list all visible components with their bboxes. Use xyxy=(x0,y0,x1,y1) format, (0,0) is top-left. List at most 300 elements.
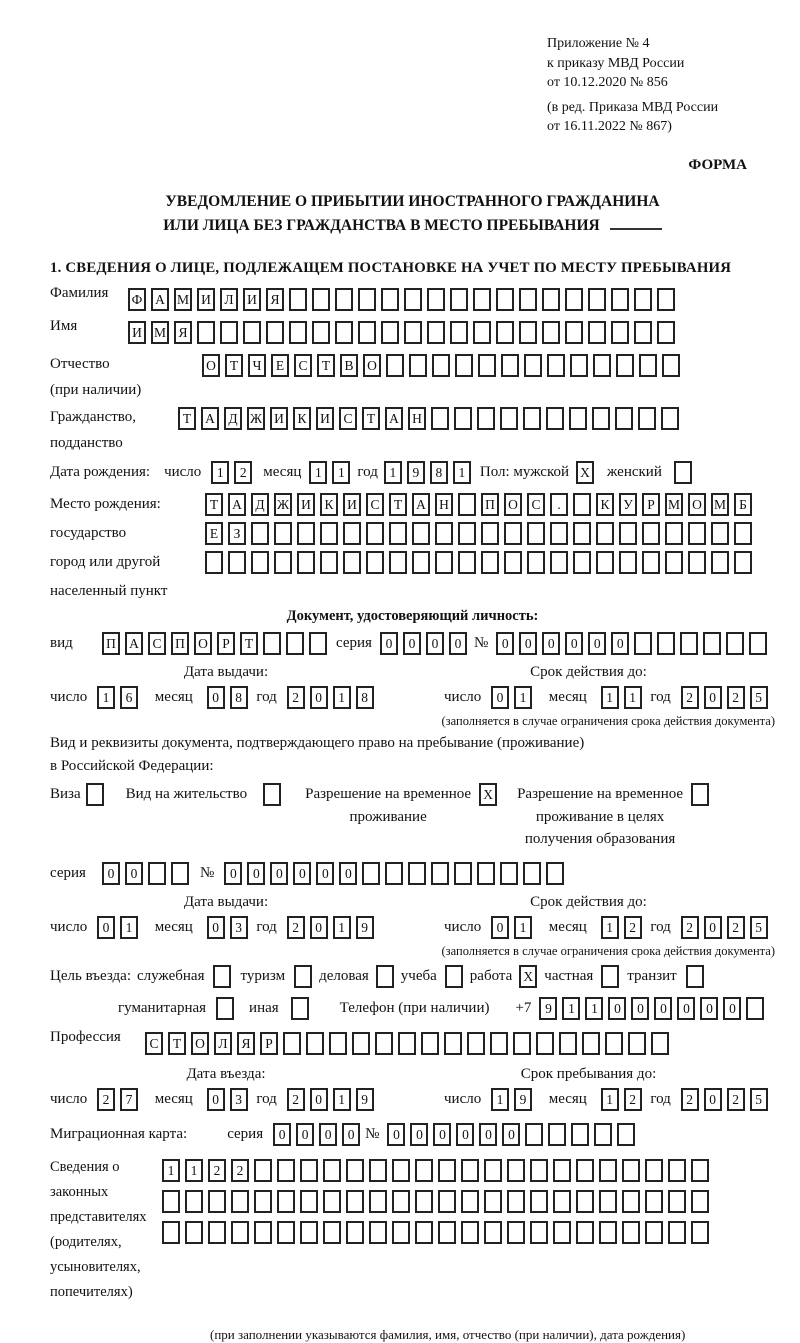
char-box[interactable]: И xyxy=(316,407,334,430)
char-box[interactable] xyxy=(228,551,246,574)
char-box[interactable]: Я xyxy=(266,288,284,311)
char-box[interactable] xyxy=(657,321,675,344)
char-box[interactable]: 8 xyxy=(430,461,448,484)
char-box[interactable] xyxy=(615,407,633,430)
char-box[interactable] xyxy=(657,632,675,655)
char-box[interactable] xyxy=(185,1221,203,1244)
char-box[interactable]: К xyxy=(293,407,311,430)
purpose-humanitarian-checkbox[interactable] xyxy=(216,997,234,1020)
char-box[interactable]: А xyxy=(151,288,169,311)
char-box[interactable] xyxy=(343,551,361,574)
char-box[interactable] xyxy=(266,321,284,344)
char-box[interactable]: С xyxy=(148,632,166,655)
char-box[interactable] xyxy=(263,632,281,655)
char-box[interactable] xyxy=(519,288,537,311)
char-box[interactable] xyxy=(594,1123,612,1146)
char-box[interactable]: 1 xyxy=(333,1088,351,1111)
char-box[interactable]: 7 xyxy=(120,1088,138,1111)
char-box[interactable]: П xyxy=(481,493,499,516)
char-box[interactable] xyxy=(409,354,427,377)
char-box[interactable]: Т xyxy=(389,493,407,516)
char-box[interactable]: 8 xyxy=(356,686,374,709)
char-box[interactable] xyxy=(496,321,514,344)
char-box[interactable] xyxy=(628,1032,646,1055)
char-box[interactable] xyxy=(547,354,565,377)
char-box[interactable] xyxy=(386,354,404,377)
char-box[interactable] xyxy=(369,1159,387,1182)
char-box[interactable]: О xyxy=(202,354,220,377)
char-box[interactable]: 0 xyxy=(296,1123,314,1146)
char-box[interactable] xyxy=(461,1221,479,1244)
char-box[interactable]: И xyxy=(243,288,261,311)
char-box[interactable] xyxy=(481,551,499,574)
char-box[interactable] xyxy=(421,1032,439,1055)
char-box[interactable]: 0 xyxy=(273,1123,291,1146)
char-box[interactable] xyxy=(657,288,675,311)
char-box[interactable]: С xyxy=(294,354,312,377)
char-box[interactable]: К xyxy=(320,493,338,516)
char-box[interactable] xyxy=(573,551,591,574)
char-box[interactable] xyxy=(592,407,610,430)
char-box[interactable] xyxy=(289,321,307,344)
char-box[interactable] xyxy=(438,1159,456,1182)
char-box[interactable] xyxy=(496,288,514,311)
char-box[interactable] xyxy=(185,1190,203,1213)
char-box[interactable] xyxy=(605,1032,623,1055)
char-box[interactable]: 9 xyxy=(514,1088,532,1111)
char-box[interactable] xyxy=(576,1159,594,1182)
char-box[interactable] xyxy=(473,288,491,311)
char-box[interactable] xyxy=(550,522,568,545)
char-box[interactable]: Д xyxy=(224,407,242,430)
char-box[interactable] xyxy=(622,1190,640,1213)
char-box[interactable] xyxy=(254,1221,272,1244)
char-box[interactable] xyxy=(398,1032,416,1055)
char-box[interactable] xyxy=(320,551,338,574)
char-box[interactable] xyxy=(208,1190,226,1213)
char-box[interactable] xyxy=(444,1032,462,1055)
char-box[interactable] xyxy=(588,321,606,344)
char-box[interactable] xyxy=(546,862,564,885)
char-box[interactable]: Б xyxy=(734,493,752,516)
char-box[interactable]: 2 xyxy=(624,916,642,939)
char-box[interactable]: 5 xyxy=(750,916,768,939)
char-box[interactable]: И xyxy=(343,493,361,516)
char-box[interactable] xyxy=(381,288,399,311)
char-box[interactable] xyxy=(749,632,767,655)
char-box[interactable]: 0 xyxy=(704,916,722,939)
char-box[interactable] xyxy=(668,1159,686,1182)
char-box[interactable] xyxy=(389,551,407,574)
char-box[interactable]: 0 xyxy=(479,1123,497,1146)
char-box[interactable] xyxy=(323,1221,341,1244)
char-box[interactable]: 2 xyxy=(727,1088,745,1111)
char-box[interactable] xyxy=(711,522,729,545)
char-box[interactable]: 0 xyxy=(387,1123,405,1146)
char-box[interactable]: О xyxy=(688,493,706,516)
char-box[interactable] xyxy=(461,1159,479,1182)
char-box[interactable]: Ф xyxy=(128,288,146,311)
char-box[interactable] xyxy=(461,1190,479,1213)
char-box[interactable]: 1 xyxy=(185,1159,203,1182)
char-box[interactable]: 0 xyxy=(316,862,334,885)
char-box[interactable] xyxy=(726,632,744,655)
char-box[interactable] xyxy=(415,1159,433,1182)
char-box[interactable] xyxy=(542,288,560,311)
purpose-tourism-checkbox[interactable] xyxy=(294,965,312,988)
char-box[interactable]: 0 xyxy=(207,686,225,709)
char-box[interactable]: 0 xyxy=(410,1123,428,1146)
char-box[interactable]: 0 xyxy=(677,997,695,1020)
char-box[interactable] xyxy=(300,1159,318,1182)
char-box[interactable]: Р xyxy=(260,1032,278,1055)
char-box[interactable]: О xyxy=(504,493,522,516)
char-box[interactable]: М xyxy=(711,493,729,516)
char-box[interactable]: Ж xyxy=(274,493,292,516)
char-box[interactable] xyxy=(711,551,729,574)
char-box[interactable] xyxy=(415,1221,433,1244)
char-box[interactable] xyxy=(530,1221,548,1244)
char-box[interactable] xyxy=(639,354,657,377)
char-box[interactable]: 1 xyxy=(333,686,351,709)
char-box[interactable] xyxy=(599,1190,617,1213)
char-box[interactable]: 1 xyxy=(384,461,402,484)
char-box[interactable]: М xyxy=(665,493,683,516)
char-box[interactable] xyxy=(435,551,453,574)
char-box[interactable]: 3 xyxy=(230,916,248,939)
char-box[interactable] xyxy=(375,1032,393,1055)
char-box[interactable] xyxy=(481,522,499,545)
char-box[interactable] xyxy=(617,1123,635,1146)
char-box[interactable]: А xyxy=(412,493,430,516)
char-box[interactable]: 0 xyxy=(723,997,741,1020)
char-box[interactable]: Т xyxy=(205,493,223,516)
char-box[interactable] xyxy=(162,1221,180,1244)
char-box[interactable] xyxy=(389,522,407,545)
purpose-work-checkbox[interactable]: X xyxy=(519,965,537,988)
char-box[interactable] xyxy=(381,321,399,344)
char-box[interactable]: С xyxy=(366,493,384,516)
char-box[interactable]: 2 xyxy=(624,1088,642,1111)
char-box[interactable]: И xyxy=(270,407,288,430)
char-box[interactable] xyxy=(431,862,449,885)
char-box[interactable] xyxy=(450,321,468,344)
char-box[interactable] xyxy=(527,551,545,574)
char-box[interactable] xyxy=(477,862,495,885)
sex-male-checkbox[interactable]: X xyxy=(576,461,594,484)
char-box[interactable] xyxy=(300,1190,318,1213)
char-box[interactable]: Е xyxy=(271,354,289,377)
char-box[interactable] xyxy=(352,1032,370,1055)
char-box[interactable]: К xyxy=(596,493,614,516)
char-box[interactable]: 6 xyxy=(120,686,138,709)
char-box[interactable]: Т xyxy=(178,407,196,430)
char-box[interactable] xyxy=(691,1159,709,1182)
char-box[interactable] xyxy=(220,321,238,344)
char-box[interactable] xyxy=(297,551,315,574)
char-box[interactable] xyxy=(688,551,706,574)
char-box[interactable]: Я xyxy=(237,1032,255,1055)
char-box[interactable]: П xyxy=(102,632,120,655)
char-box[interactable]: 0 xyxy=(426,632,444,655)
char-box[interactable] xyxy=(668,1221,686,1244)
char-box[interactable]: З xyxy=(228,522,246,545)
char-box[interactable] xyxy=(616,354,634,377)
char-box[interactable] xyxy=(513,1032,531,1055)
residence-permit-checkbox[interactable] xyxy=(263,783,281,806)
char-box[interactable] xyxy=(665,522,683,545)
char-box[interactable]: 1 xyxy=(624,686,642,709)
char-box[interactable]: 5 xyxy=(750,686,768,709)
char-box[interactable]: 2 xyxy=(287,1088,305,1111)
char-box[interactable] xyxy=(548,1123,566,1146)
char-box[interactable]: Т xyxy=(240,632,258,655)
char-box[interactable] xyxy=(477,407,495,430)
char-box[interactable]: А xyxy=(201,407,219,430)
char-box[interactable] xyxy=(427,288,445,311)
char-box[interactable] xyxy=(432,354,450,377)
char-box[interactable] xyxy=(478,354,496,377)
char-box[interactable]: 0 xyxy=(339,862,357,885)
char-box[interactable]: 9 xyxy=(356,1088,374,1111)
char-box[interactable] xyxy=(346,1159,364,1182)
char-box[interactable] xyxy=(450,288,468,311)
char-box[interactable] xyxy=(306,1032,324,1055)
char-box[interactable]: 2 xyxy=(727,916,745,939)
char-box[interactable]: 0 xyxy=(207,916,225,939)
char-box[interactable] xyxy=(358,321,376,344)
char-box[interactable]: 5 xyxy=(750,1088,768,1111)
char-box[interactable] xyxy=(171,862,189,885)
char-box[interactable] xyxy=(651,1032,669,1055)
char-box[interactable]: И xyxy=(128,321,146,344)
char-box[interactable] xyxy=(323,1159,341,1182)
char-box[interactable] xyxy=(404,288,422,311)
char-box[interactable]: 1 xyxy=(601,916,619,939)
char-box[interactable]: 2 xyxy=(727,686,745,709)
purpose-official-checkbox[interactable] xyxy=(213,965,231,988)
char-box[interactable]: 0 xyxy=(542,632,560,655)
char-box[interactable] xyxy=(297,522,315,545)
char-box[interactable]: Л xyxy=(220,288,238,311)
char-box[interactable] xyxy=(525,1123,543,1146)
char-box[interactable] xyxy=(523,862,541,885)
char-box[interactable] xyxy=(530,1190,548,1213)
char-box[interactable] xyxy=(251,522,269,545)
char-box[interactable] xyxy=(366,522,384,545)
char-box[interactable]: 2 xyxy=(681,1088,699,1111)
char-box[interactable]: 0 xyxy=(588,632,606,655)
char-box[interactable]: Т xyxy=(317,354,335,377)
char-box[interactable] xyxy=(277,1159,295,1182)
char-box[interactable]: 0 xyxy=(224,862,242,885)
char-box[interactable] xyxy=(254,1190,272,1213)
temp-residence-checkbox[interactable]: X xyxy=(479,783,497,806)
char-box[interactable] xyxy=(362,862,380,885)
char-box[interactable] xyxy=(277,1190,295,1213)
char-box[interactable] xyxy=(404,321,422,344)
char-box[interactable] xyxy=(455,354,473,377)
purpose-study-checkbox[interactable] xyxy=(445,965,463,988)
char-box[interactable] xyxy=(593,354,611,377)
char-box[interactable] xyxy=(335,288,353,311)
char-box[interactable] xyxy=(312,288,330,311)
char-box[interactable] xyxy=(680,632,698,655)
char-box[interactable] xyxy=(596,522,614,545)
char-box[interactable]: 0 xyxy=(502,1123,520,1146)
char-box[interactable]: А xyxy=(125,632,143,655)
char-box[interactable]: 0 xyxy=(565,632,583,655)
char-box[interactable] xyxy=(576,1221,594,1244)
char-box[interactable] xyxy=(507,1159,525,1182)
char-box[interactable] xyxy=(454,407,472,430)
char-box[interactable]: У xyxy=(619,493,637,516)
char-box[interactable] xyxy=(588,288,606,311)
char-box[interactable] xyxy=(427,321,445,344)
char-box[interactable] xyxy=(385,862,403,885)
char-box[interactable] xyxy=(519,321,537,344)
char-box[interactable]: 0 xyxy=(608,997,626,1020)
purpose-private-checkbox[interactable] xyxy=(601,965,619,988)
char-box[interactable] xyxy=(550,551,568,574)
char-box[interactable] xyxy=(286,632,304,655)
char-box[interactable]: 0 xyxy=(654,997,672,1020)
char-box[interactable] xyxy=(573,522,591,545)
char-box[interactable] xyxy=(524,354,542,377)
char-box[interactable]: 2 xyxy=(97,1088,115,1111)
char-box[interactable]: С xyxy=(145,1032,163,1055)
char-box[interactable] xyxy=(358,288,376,311)
char-box[interactable] xyxy=(734,522,752,545)
char-box[interactable]: 1 xyxy=(97,686,115,709)
char-box[interactable] xyxy=(454,862,472,885)
char-box[interactable] xyxy=(542,321,560,344)
char-box[interactable] xyxy=(507,1221,525,1244)
char-box[interactable]: 0 xyxy=(97,916,115,939)
char-box[interactable] xyxy=(565,288,583,311)
char-box[interactable]: С xyxy=(527,493,545,516)
char-box[interactable]: 0 xyxy=(704,686,722,709)
char-box[interactable] xyxy=(668,1190,686,1213)
char-box[interactable] xyxy=(569,407,587,430)
char-box[interactable] xyxy=(162,1190,180,1213)
char-box[interactable] xyxy=(412,551,430,574)
char-box[interactable] xyxy=(343,522,361,545)
char-box[interactable] xyxy=(500,407,518,430)
char-box[interactable]: Д xyxy=(251,493,269,516)
char-box[interactable] xyxy=(274,551,292,574)
char-box[interactable]: 0 xyxy=(125,862,143,885)
char-box[interactable]: О xyxy=(194,632,212,655)
char-box[interactable] xyxy=(645,1221,663,1244)
char-box[interactable] xyxy=(599,1221,617,1244)
char-box[interactable]: В xyxy=(340,354,358,377)
char-box[interactable] xyxy=(634,632,652,655)
char-box[interactable] xyxy=(645,1190,663,1213)
char-box[interactable]: 0 xyxy=(491,686,509,709)
char-box[interactable] xyxy=(335,321,353,344)
char-box[interactable] xyxy=(734,551,752,574)
char-box[interactable] xyxy=(392,1159,410,1182)
char-box[interactable] xyxy=(392,1221,410,1244)
char-box[interactable]: 1 xyxy=(601,686,619,709)
char-box[interactable]: 0 xyxy=(403,632,421,655)
char-box[interactable] xyxy=(619,551,637,574)
char-box[interactable] xyxy=(458,493,476,516)
char-box[interactable]: 0 xyxy=(319,1123,337,1146)
char-box[interactable]: И xyxy=(197,288,215,311)
char-box[interactable] xyxy=(638,407,656,430)
char-box[interactable] xyxy=(501,354,519,377)
char-box[interactable]: 9 xyxy=(356,916,374,939)
char-box[interactable] xyxy=(665,551,683,574)
char-box[interactable] xyxy=(490,1032,508,1055)
char-box[interactable]: 0 xyxy=(293,862,311,885)
char-box[interactable]: Т xyxy=(225,354,243,377)
char-box[interactable] xyxy=(312,321,330,344)
char-box[interactable] xyxy=(527,522,545,545)
char-box[interactable] xyxy=(691,1190,709,1213)
char-box[interactable]: Л xyxy=(214,1032,232,1055)
char-box[interactable]: А xyxy=(228,493,246,516)
char-box[interactable]: 1 xyxy=(514,686,532,709)
char-box[interactable]: 0 xyxy=(380,632,398,655)
char-box[interactable] xyxy=(208,1221,226,1244)
char-box[interactable]: 3 xyxy=(230,1088,248,1111)
char-box[interactable] xyxy=(622,1159,640,1182)
char-box[interactable] xyxy=(231,1221,249,1244)
char-box[interactable] xyxy=(500,862,518,885)
char-box[interactable] xyxy=(553,1159,571,1182)
char-box[interactable] xyxy=(530,1159,548,1182)
char-box[interactable]: О xyxy=(191,1032,209,1055)
char-box[interactable] xyxy=(251,551,269,574)
char-box[interactable] xyxy=(346,1221,364,1244)
char-box[interactable]: 2 xyxy=(231,1159,249,1182)
char-box[interactable]: 0 xyxy=(704,1088,722,1111)
char-box[interactable] xyxy=(634,321,652,344)
char-box[interactable] xyxy=(467,1032,485,1055)
char-box[interactable] xyxy=(392,1190,410,1213)
char-box[interactable] xyxy=(642,551,660,574)
char-box[interactable]: 1 xyxy=(211,461,229,484)
char-box[interactable] xyxy=(346,1190,364,1213)
char-box[interactable]: С xyxy=(339,407,357,430)
char-box[interactable] xyxy=(576,1190,594,1213)
char-box[interactable]: 1 xyxy=(562,997,580,1020)
char-box[interactable] xyxy=(619,522,637,545)
char-box[interactable]: 2 xyxy=(287,916,305,939)
char-box[interactable] xyxy=(661,407,679,430)
temp-residence-education-checkbox[interactable] xyxy=(691,783,709,806)
char-box[interactable]: 0 xyxy=(207,1088,225,1111)
char-box[interactable] xyxy=(703,632,721,655)
char-box[interactable]: 1 xyxy=(333,916,351,939)
char-box[interactable] xyxy=(553,1221,571,1244)
char-box[interactable] xyxy=(369,1221,387,1244)
char-box[interactable] xyxy=(642,522,660,545)
char-box[interactable]: 2 xyxy=(681,686,699,709)
char-box[interactable]: 0 xyxy=(456,1123,474,1146)
char-box[interactable] xyxy=(415,1190,433,1213)
char-box[interactable]: 1 xyxy=(514,916,532,939)
char-box[interactable]: 1 xyxy=(601,1088,619,1111)
char-box[interactable]: 2 xyxy=(681,916,699,939)
char-box[interactable] xyxy=(320,522,338,545)
char-box[interactable] xyxy=(634,288,652,311)
char-box[interactable]: 1 xyxy=(491,1088,509,1111)
char-box[interactable] xyxy=(662,354,680,377)
